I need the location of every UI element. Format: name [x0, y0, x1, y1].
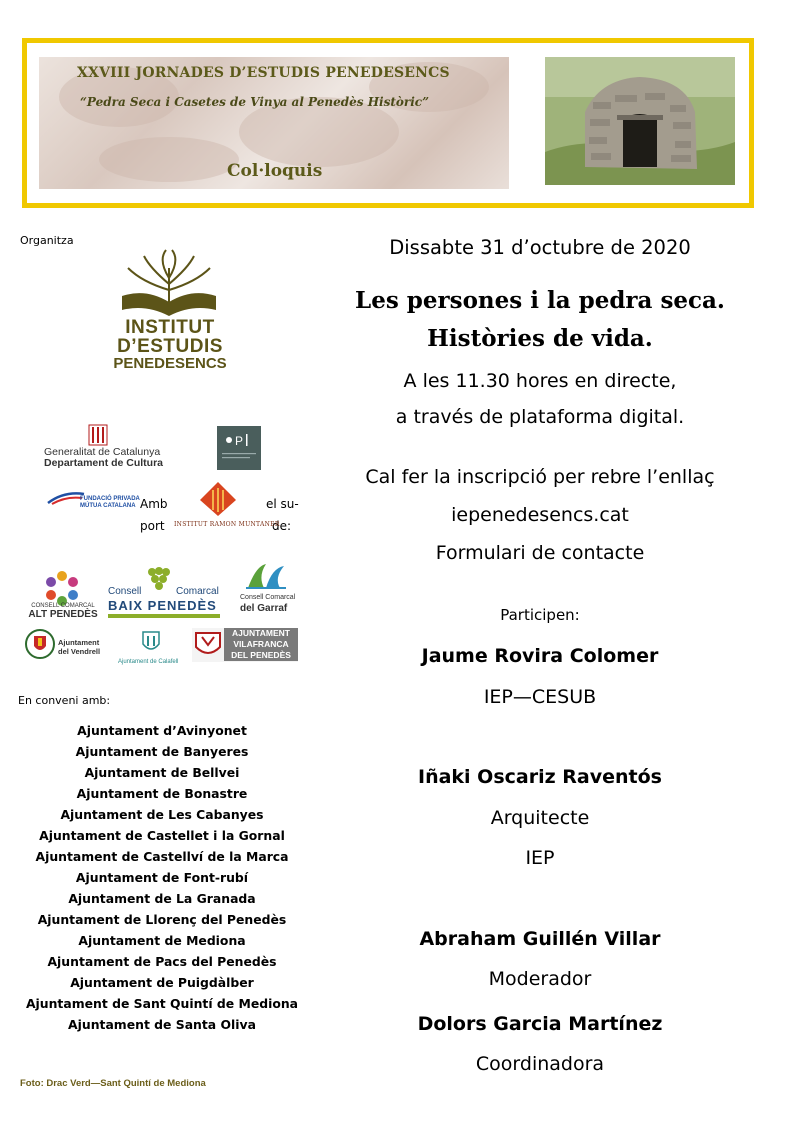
alt-penedes-line1: CONSELL COMARCAL	[31, 603, 95, 609]
list-item: Ajuntament de Bellvei	[84, 765, 240, 780]
inscription-line1: Cal fer la inscripció per rebre l’enllaç	[365, 466, 715, 488]
participant-name: Dolors Garcia Martínez	[417, 1013, 663, 1035]
participant-name: Jaume Rovira Colomer	[421, 645, 659, 667]
banner-label: Col·loquis	[227, 161, 323, 181]
opei-logo-icon	[217, 426, 261, 470]
contact-form-link[interactable]: Formulari de contacte	[435, 542, 645, 564]
participant-affiliation: IEP	[525, 847, 555, 869]
generalitat-line1: Generalitat de Catalunya	[44, 446, 161, 458]
list-item: Ajuntament de Bonastre	[76, 786, 248, 801]
inscription-info	[330, 458, 750, 572]
participant-role: Moderador	[488, 968, 592, 990]
list-item: Ajuntament de Llorenç del Penedès	[37, 912, 287, 927]
baix-penedes-grapes-icon	[146, 566, 172, 596]
event-time	[330, 368, 750, 430]
banner-subtitle: “Pedra Seca i Casetes de Vinya al Penedès Històric”	[80, 95, 429, 109]
fundacio-logo	[80, 496, 140, 510]
baix-consell-text: Consell	[108, 586, 142, 597]
participant-name: Iñaki Oscariz Raventós	[418, 766, 662, 788]
list-item: Ajuntament de Mediona	[78, 933, 246, 948]
fundacio-line1: FUNDACIÓ PRIVADA	[80, 496, 140, 502]
vilafranca-logo	[192, 628, 298, 662]
suport-text: el su-	[266, 497, 299, 511]
list-item: Ajuntament d’Avinyonet	[77, 723, 247, 738]
list-item: Ajuntament de La Granada	[68, 891, 256, 906]
ajuntaments-list	[20, 720, 304, 1035]
list-item: Ajuntament de Font-rubí	[75, 870, 249, 885]
event-title	[330, 282, 750, 358]
list-item: Ajuntament de Santa Oliva	[68, 1017, 256, 1032]
de-text: de:	[272, 519, 292, 533]
calafell-shield-icon	[142, 630, 160, 658]
participant-role: Arquitecte	[490, 807, 590, 829]
participen-label: Participen:	[500, 606, 580, 624]
banner-title: XXVIII JORNADES D’ESTUDIS PENEDESENCS	[77, 65, 450, 81]
conveni-label: En conveni amb:	[18, 694, 111, 707]
photo-credit: Foto: Drac Verd—Sant Quintí de Mediona	[20, 1078, 206, 1089]
iep-logo-line1: INSTITUT	[125, 317, 215, 338]
vilafranca-shield-icon	[194, 631, 222, 659]
iep-logo-line3: PENEDESENCS	[113, 355, 227, 372]
event-title-line1: Les persones i la pedra seca.	[355, 287, 725, 314]
vilafranca-text	[224, 628, 298, 661]
garraf-wave-icon	[244, 562, 288, 596]
stone-hut-photo	[545, 57, 735, 185]
vilafranca-line1: AJUNTAMENT	[232, 628, 290, 638]
baix-comarcal-text: Comarcal	[176, 586, 219, 597]
vendrell-shield-icon	[24, 628, 56, 664]
vilafranca-line3: DEL PENEDÈS	[231, 650, 291, 660]
fundacio-line2: MÚTUA CATALANA	[80, 503, 136, 509]
participant-role: IEP—CESUB	[483, 686, 597, 708]
garraf-line2: del Garraf	[240, 603, 288, 614]
vendrell-line1: Ajuntament	[58, 638, 100, 647]
event-title-line2: Històries de vida.	[427, 325, 653, 352]
iep-logo-text	[108, 318, 232, 371]
irm-emblem-icon	[198, 480, 238, 522]
svg-text:P: P	[235, 434, 244, 448]
calafell-text: Ajuntament de Calafell	[118, 659, 179, 665]
event-date: Dissabte 31 d’octubre de 2020	[389, 236, 691, 259]
port-text: port	[140, 519, 165, 533]
iep-logo-line2: D’ESTUDIS	[117, 336, 223, 357]
irm-logo-text: INSTITUT RAMON MUNTANER	[174, 521, 280, 528]
participant-role: Coordinadora	[475, 1053, 605, 1075]
header-banner	[22, 38, 754, 208]
generalitat-line2: Departament de Cultura	[44, 457, 164, 469]
list-item: Ajuntament de Castellet i la Gornal	[39, 828, 285, 843]
event-time-line2: a través de plataforma digital.	[395, 406, 685, 428]
list-item: Ajuntament de Pacs del Penedès	[47, 954, 277, 969]
event-time-line1: A les 11.30 hores en directe,	[403, 370, 677, 392]
generalitat-logo	[44, 447, 163, 469]
amb-text: Amb	[140, 497, 168, 511]
list-item: Ajuntament de Sant Quintí de Mediona	[25, 996, 299, 1011]
participant-name: Abraham Guillén Villar	[419, 928, 661, 950]
baix-divider	[108, 614, 220, 618]
vendrell-logo	[58, 638, 100, 656]
list-item: Ajuntament de Les Cabanyes	[60, 807, 264, 822]
list-item: Ajuntament de Puigdàlber	[70, 975, 254, 990]
list-item: Ajuntament de Banyeres	[75, 744, 249, 759]
alt-penedes-logo	[26, 603, 100, 620]
organitza-label: Organitza	[20, 234, 74, 247]
alt-penedes-line2: ALT PENEDÈS	[28, 609, 98, 620]
baix-penedes-text: BAIX PENEDÈS	[108, 598, 217, 613]
inscription-link[interactable]: iepenedesencs.cat	[451, 504, 629, 526]
garraf-line1: Consell Comarcal	[240, 594, 296, 601]
list-item: Ajuntament de Castellví de la Marca	[35, 849, 289, 864]
vendrell-line2: del Vendrell	[58, 647, 101, 656]
vilafranca-line2: VILAFRANCA	[233, 639, 289, 649]
